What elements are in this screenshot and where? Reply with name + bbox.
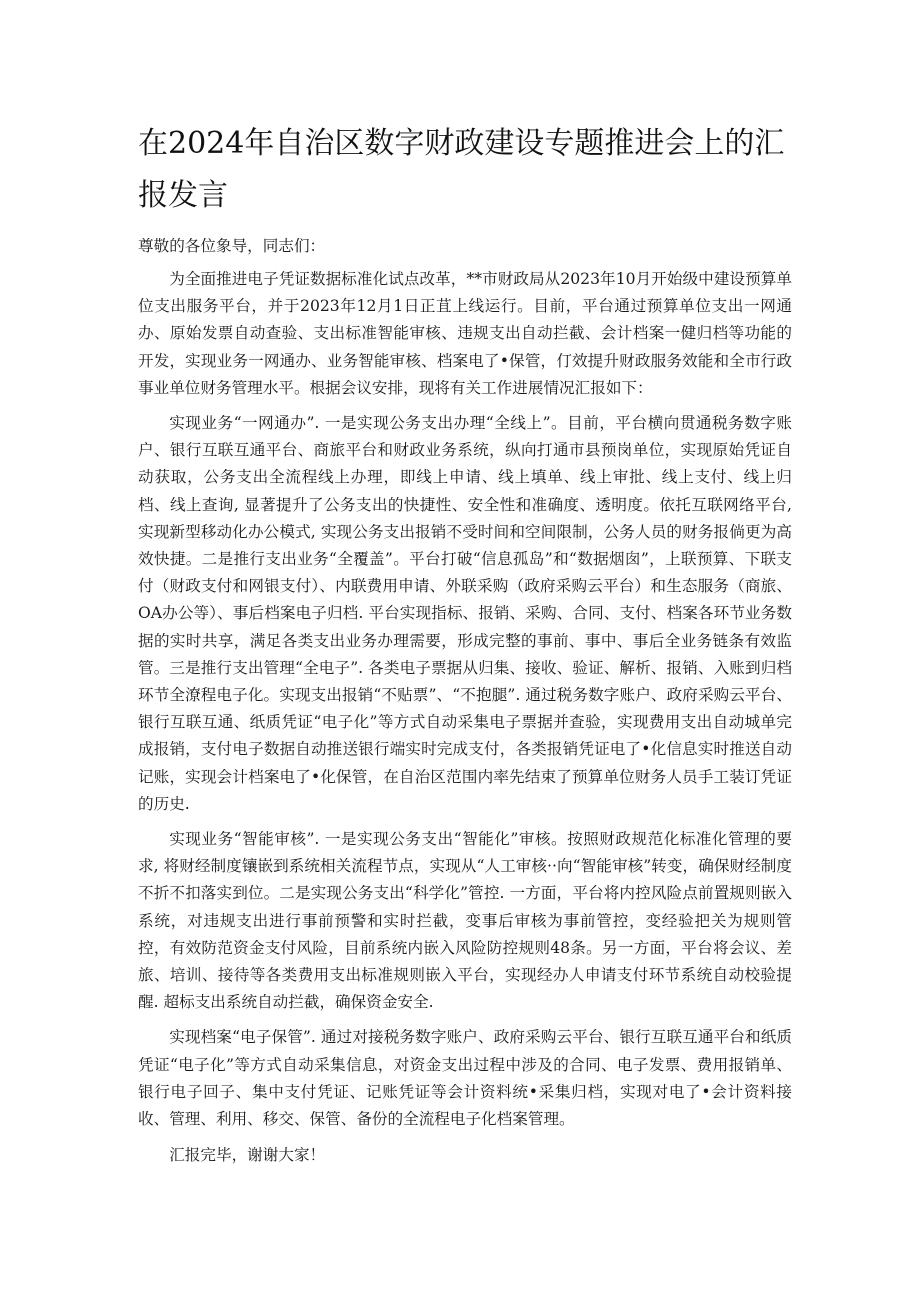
document-title: 在2024年自治区数字财政建设专题推进会上的汇报发言 [138,126,785,213]
closing-remark: 汇报完毕，谢谢大家！ [169,1146,326,1165]
paragraph-one-network: 实现业务“一网通办”. 一是实现公务支出办理“全线上”。目前，平台横向贯通税务数字账户、银行互联互通平台、商旅平台和财政业务系统，纵向打通市县预岗单位，实现原始凭证自动获取，公务支出全流程线上办理，即线上申请、线上填单、线上审批、线上支付、线上归档、线上查询, 显著提升了公务支出的快捷性、安全性和准确度、透明度。依托互联网络平台, 实现新型移动化办公模式, 实现公务支出报销不受时间和空间限制，公务人员的财务报倘更为高效快捷。二是推行支出业务“全覆盖”。平台打破“信息孤岛”和“数据烟囱”，上联预算、下联支付（财政支付和网银支付）、内联费用申请、外联采购（政府采购云平台）和生态服务（商旅、OA办公等）、事后档案电子归档. 平台实现指标、报销、采购、合同、支付、档案各环节业务数据的实时共享，满足各类支出业务办理需要，形成完整的事前、事中、事后全业务链条有效监管。三是推行支出管理“全电子”. 各类电子票据从归集、接收、验证、解析、报销、入账到归档环节全潦程电子化。实现支出报销“不贴票”、“不抱腿”. 通过税务数字账户、政府采购云平台、银行互联互通、纸质凭证“电子化”等方式自动采集电子票据并查验，实现费用支出自动城单完成报销，支付电子数据自动推送银行端实时完成支付，各类报销凭证电了•化信息实时推送自动记账，实现会计档案电了•化保管，在自治区范围内率先结束了预算单位财务人员手工装订凭证的历史. [138,414,792,813]
salutation: 尊敬的各位象导，同志们： [138,237,326,255]
paragraph-smart-review: 实现业务“智能审核”. 一是实现公务支出“智能化”审核。按照财政规范化标准化管理的要求, 将财经制度镶嵌到系统相关流程节点，实现从“人工审核··向“智能审核”转变，确保财经制度不折不扣落实到位。二是实现公务支出“科学化”管控. 一方面，平台将内控风险点前置规则嵌入系统，对违规支出进行事前预警和实时拦截，变事后审核为事前管控，变经验把关为规则管控，有效防范资金支付风险，目前系统内嵌入风险防控规则48条。另一方面，平台将会议、差旅、培训、接待等各类费用支出标准规则嵌入平台，实现经办人申请支付环节系统自动校验提醒. 超标支出系统自动拦截，确保资金安全. [138,830,792,1012]
paragraph-electronic-archive: 实现档案“电子保管”. 通过对接税务数字账户、政府采购云平台、银行互联互通平台和纸质凭证“电子化”等方式自动采集信息，对资金支出过程中涉及的合同、电子发票、费用报销单、银行电子回子、集中支付凭证、记账凭证等会计资料统•采集归档，实现对电了•会计资料接收、管理、利用、移交、保管、备份的全流程电子化档案管理。 [138,1028,792,1129]
document-page [138,118,792,1169]
paragraph-intro: 为全面推进电子凭证数据标准化试点改革，**市财政局从2023年10月开始级中建设预算单位支出服务平台，并于2023年12月1日正苴上线运行。目前，平台通过预算单位支出一网通办、原始发票自动查验、支出标准智能审核、违规支出自动拦截、会计档案一健归档等功能的开发，实现业务一网通办、业务智能审核、档案电了•保管，仃效提升财政服务效能和全市行政事业单位财务管理水平。根据会议安排，现将有关工作进展情况汇报如下： [138,270,792,397]
